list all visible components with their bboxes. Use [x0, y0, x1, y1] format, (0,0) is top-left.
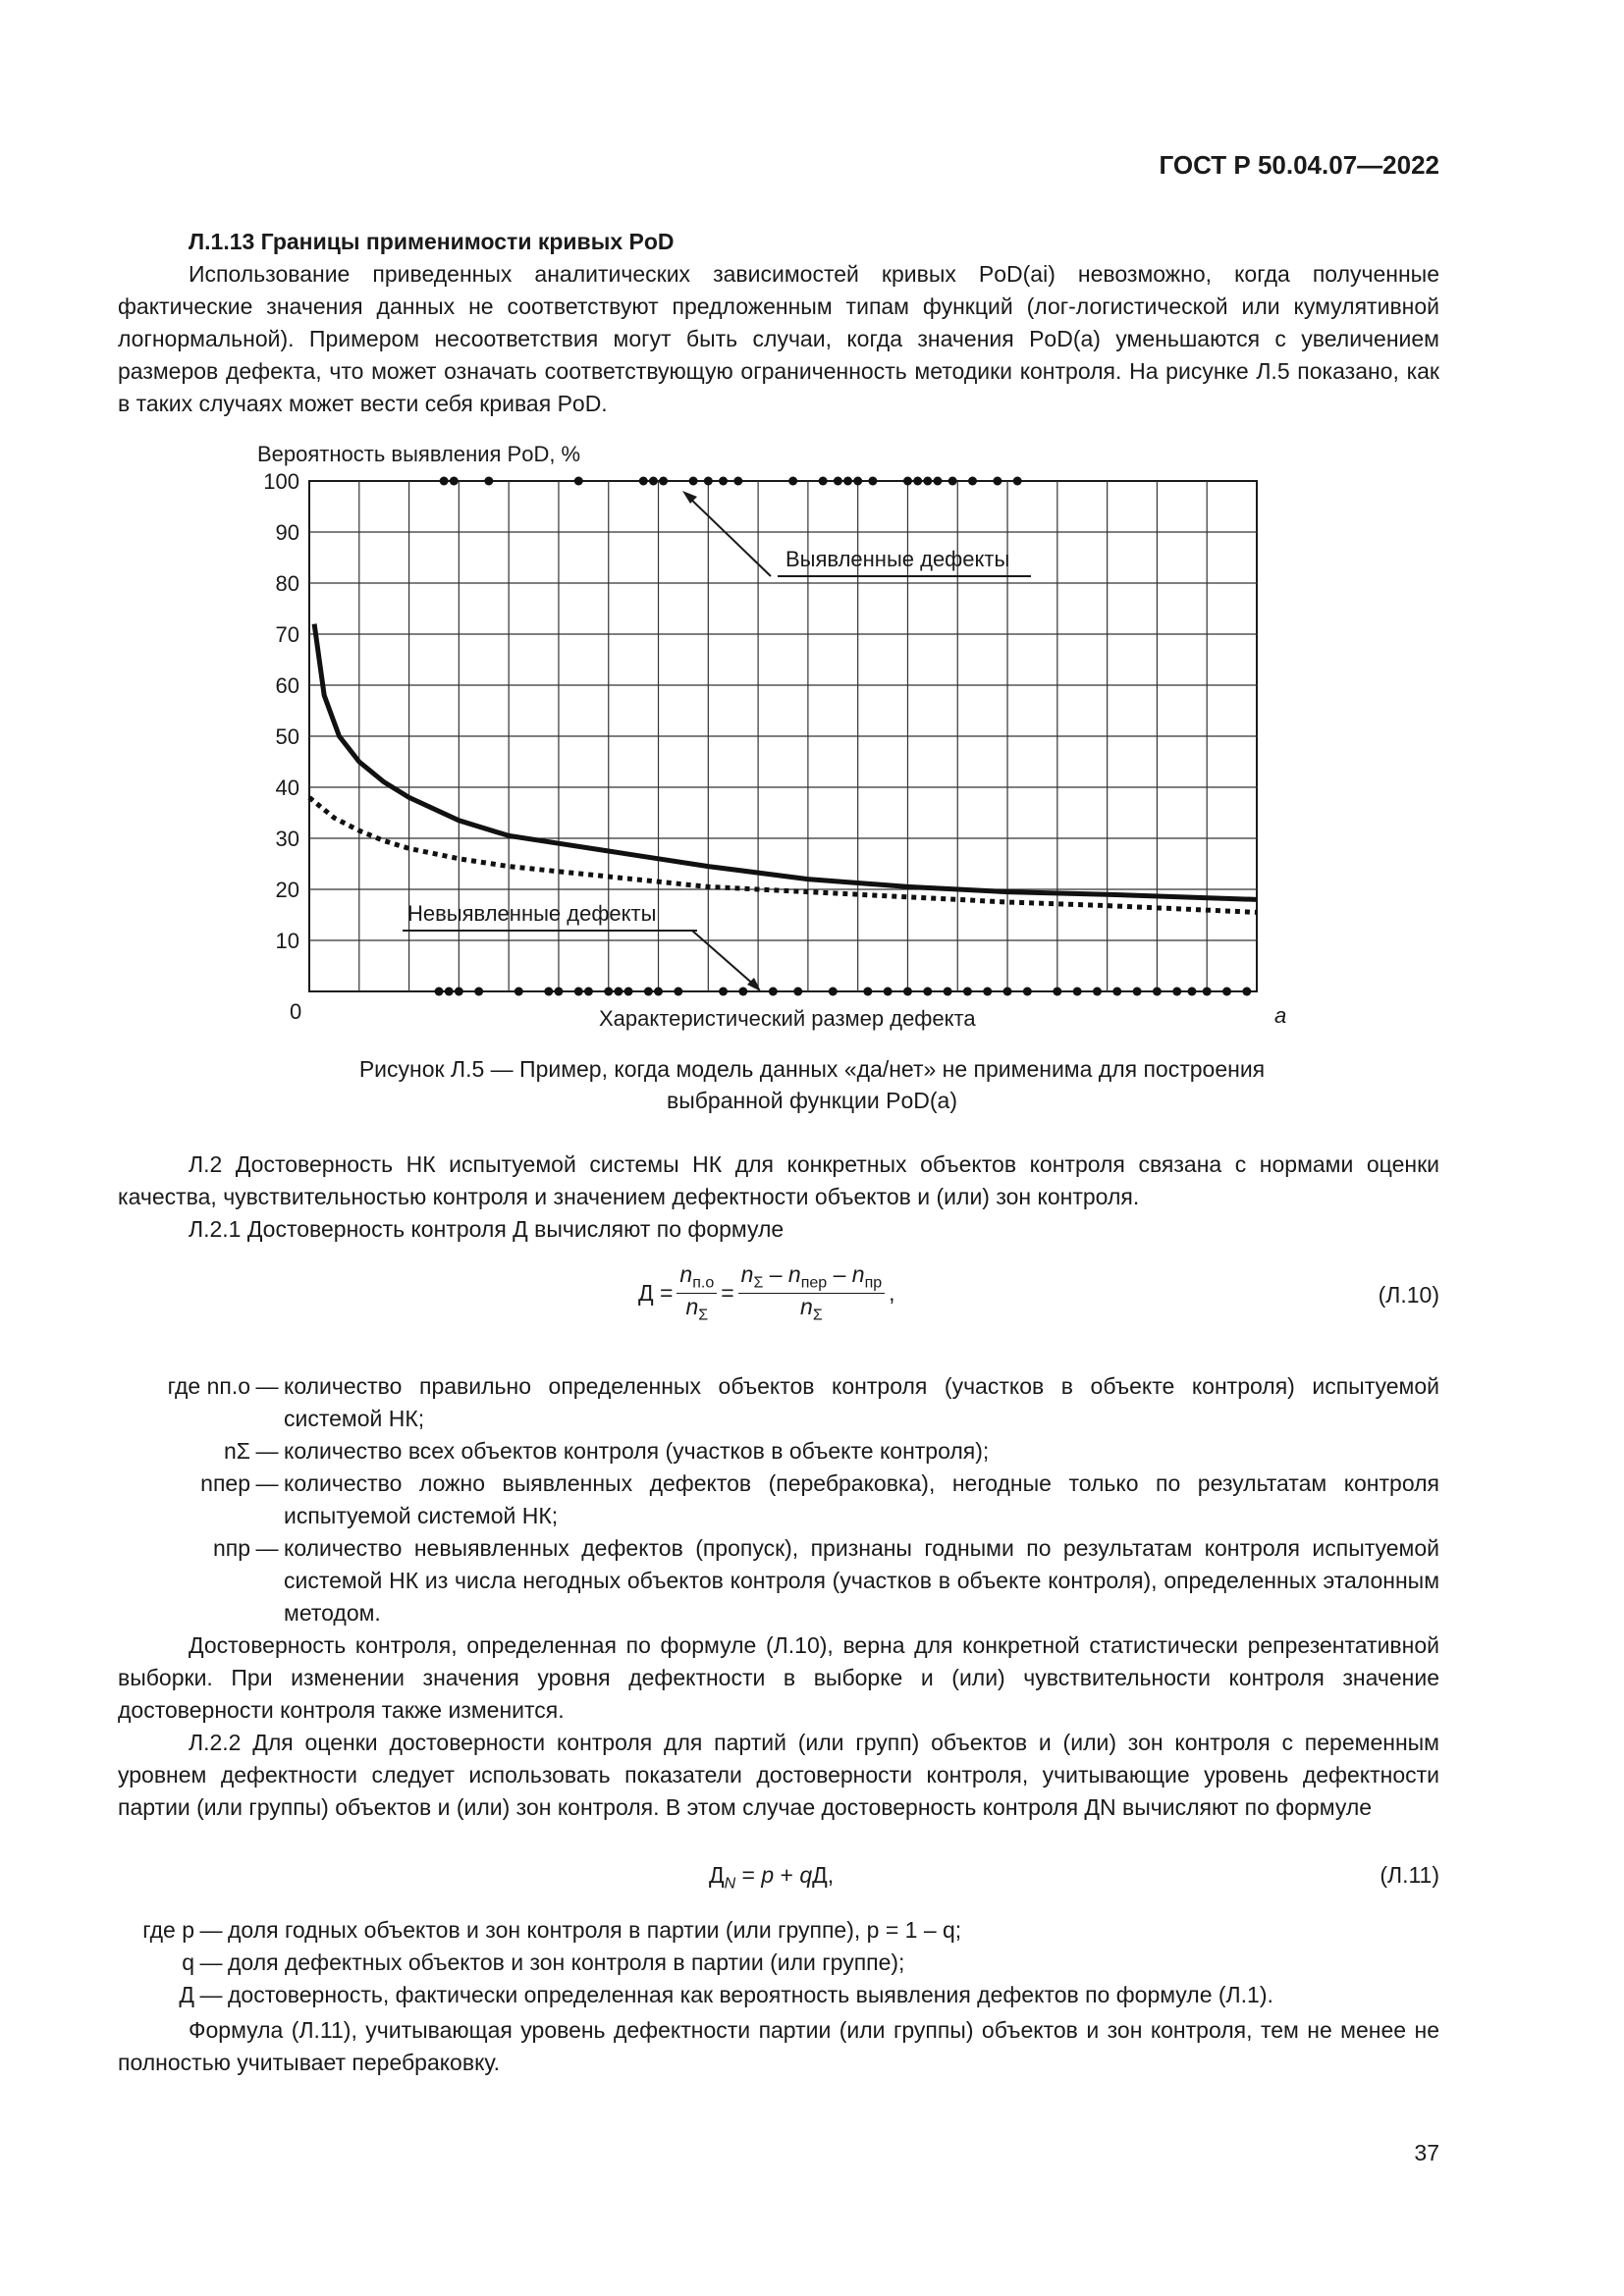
- detected-point: [639, 477, 648, 486]
- where-list-1: [118, 1370, 1439, 1629]
- detected-point: [903, 477, 912, 486]
- pod-chart: [236, 432, 1345, 1050]
- section-heading: Л.1.13 Границы применимости кривых PoD: [189, 229, 675, 254]
- where-list-2: [118, 1914, 1439, 2011]
- accuracy-paragraph: Достоверность контроля, определенная по формуле (Л.10), верна для конкретной статистически репрезентативной выборки. При изменении значения уровня дефектности в выборке и (или) чувствительности контроля значение достоверности контроля также изменится.: [118, 1632, 1439, 1723]
- section-paragraph: Использование приведенных аналитических зависимостей кривых PoD(ai) невозможно, когда полученные фактические значения данных не соответствуют предложенным типам функций (лог-логистической или кумулятивной логнормальной). Примером несоответствия могут быть случаи, когда значения PoD(a) уменьшаются с увеличением размеров дефекта, что может означать соответствующую ограниченность методики контроля. На рисунке Л.5 показано, как в таких случаях может вести себя кривая PoD.: [118, 261, 1439, 416]
- chart-x-end-label: a: [1274, 1003, 1287, 1028]
- undetected-point: [544, 988, 553, 996]
- detected-point: [868, 477, 877, 486]
- undetected-point: [554, 988, 563, 996]
- undetected-point: [455, 988, 463, 996]
- detected-point: [719, 477, 728, 486]
- detected-point: [834, 477, 842, 486]
- undetected-label: Невыявленные дефекты: [407, 901, 657, 926]
- detected-point: [788, 477, 797, 486]
- undetected-arrow: [692, 931, 756, 987]
- undetected-point: [1003, 988, 1012, 996]
- y-tick-label: 20: [275, 878, 299, 902]
- undetected-point: [769, 988, 778, 996]
- standard-header: ГОСТ Р 50.04.07—2022: [1159, 150, 1439, 180]
- undetected-point: [574, 988, 583, 996]
- where-text: доля годных объектов и зон контроля в партии (или группе), p = 1 – q;: [228, 1917, 962, 1943]
- section-accuracy: [118, 1629, 1439, 1824]
- undetected-point: [1133, 988, 1142, 996]
- y-tick-label: 40: [275, 775, 299, 800]
- caption-line-1: Рисунок Л.5 — Пример, когда модель данных «да/нет» не применима для построения: [358, 1056, 1266, 1082]
- where-label: nпр: [212, 1535, 250, 1561]
- undetected-point: [1093, 988, 1102, 996]
- formula-l11: $Д_N = p$ + qД,: [709, 1862, 835, 1893]
- l22-paragraph: Л.2.2 Для оценки достоверности контроля для партий (или групп) объектов и (или) зон контроля с переменным уровнем дефектности следует использовать показатели достоверности контроля, учитывающие уровень дефектности партии (или группы) объектов и (или) зон контроля. В этом случае достоверность контроля ДN вычисляют по формуле: [118, 1730, 1439, 1820]
- where-text: доля дефектных объектов и зон контроля в партии (или группе);: [228, 1949, 905, 1975]
- undetected-point: [829, 988, 838, 996]
- detected-point: [450, 477, 459, 486]
- undetected-point: [963, 988, 972, 996]
- undetected-point: [1172, 988, 1181, 996]
- where-row: где p — доля годных объектов и зон контроля в партии (или группе), p = 1 – q;: [118, 1914, 1439, 1947]
- caption-line-2: выбранной функции PoD(a): [667, 1088, 957, 1113]
- where-label: nпер: [200, 1470, 250, 1496]
- undetected-point: [614, 988, 623, 996]
- chart-ylabel: Вероятность выявления PoD, %: [257, 442, 581, 466]
- detected-arrowhead: [682, 491, 697, 504]
- where-label: q: [182, 1949, 194, 1975]
- detected-point: [1013, 477, 1022, 486]
- detected-point: [659, 477, 668, 486]
- y-tick-label: 100: [263, 469, 299, 494]
- final-paragraph: Формула (Л.11), учитывающая уровень дефектности партии (или группы) объектов и зон контроля, тем не менее не полностью учитывает перебраковку.: [118, 2017, 1439, 2075]
- undetected-point: [983, 988, 992, 996]
- undetected-point: [1112, 988, 1121, 996]
- undetected-point: [738, 988, 747, 996]
- undetected-point: [944, 988, 952, 996]
- l21-paragraph: Л.2.1 Достоверность контроля Д вычисляют по формуле: [189, 1216, 785, 1242]
- chart-y-ticks: [263, 469, 299, 953]
- y-tick-label: 80: [275, 571, 299, 596]
- section-l2: [118, 1148, 1439, 1246]
- undetected-point: [654, 988, 663, 996]
- where-row: nпер — количество ложно выявленных дефектов (перебраковка), негодные только по результатам контроля испытуемой системой НК;: [118, 1468, 1439, 1532]
- where-row: q — доля дефектных объектов и зон контроля в партии (или группе);: [118, 1947, 1439, 1979]
- where-label: где p: [142, 1917, 194, 1943]
- y-tick-label: 90: [275, 520, 299, 545]
- undetected-point: [1187, 988, 1196, 996]
- where-text: количество ложно выявленных дефектов (перебраковка), негодные только по результатам контроля испытуемой системой НК;: [284, 1470, 1439, 1528]
- y-tick-label: 50: [275, 724, 299, 749]
- y-tick-label: 60: [275, 673, 299, 698]
- section-l113: [118, 226, 1439, 420]
- where-label: nΣ: [223, 1438, 250, 1464]
- undetected-point: [1023, 988, 1032, 996]
- where-row: где nп.о — количество правильно определенных объектов контроля (участков в объекте контроля) испытуемой системой НК;: [118, 1370, 1439, 1435]
- undetected-point: [793, 988, 802, 996]
- detected-point: [689, 477, 698, 486]
- undetected-point: [863, 988, 872, 996]
- detected-point: [843, 477, 852, 486]
- undetected-point: [884, 988, 893, 996]
- where-text: количество правильно определенных объектов контроля (участков в объекте контроля) испытуемой системой НК;: [284, 1373, 1439, 1431]
- undetected-point: [474, 988, 483, 996]
- detected-point: [649, 477, 658, 486]
- undetected-point: [719, 988, 728, 996]
- section-final: [118, 2014, 1439, 2079]
- undetected-point: [1153, 988, 1162, 996]
- undetected-point: [1222, 988, 1231, 996]
- where-text: количество невыявленных дефектов (пропуск), признаны годными по результатам контроля испытуемой системой НК из числа негодных объектов контроля (участков в объекте контроля), определенных эталонным методом.: [284, 1535, 1439, 1626]
- where-row: nΣ — количество всех объектов контроля (участков в объекте контроля);: [118, 1435, 1439, 1468]
- detected-point: [993, 477, 1001, 486]
- formula-l10: Д = $\frac{n_{п.о}}{n_\Sigma}$ = $\frac{n_\Sigma - n_{пер} - n_{пр}}{n_\Sigma}$ ,: [638, 1261, 895, 1324]
- y-tick-label: 10: [275, 929, 299, 953]
- detected-point: [913, 477, 922, 486]
- undetected-point: [514, 988, 523, 996]
- formula-l11-number: (Л.11): [1380, 1862, 1439, 1888]
- detected-point: [484, 477, 493, 486]
- where-row: Д — достоверность, фактически определенная как вероятность выявления дефектов по формуле (Л.1).: [118, 1979, 1439, 2011]
- undetected-point: [1242, 988, 1251, 996]
- undetected-point: [1073, 988, 1082, 996]
- where-row: nпр — количество невыявленных дефектов (пропуск), признаны годными по результатам контроля испытуемой системой НК из числа негодных объектов контроля (участков в объекте контроля), определенных эталонным методом.: [118, 1532, 1439, 1629]
- figure-caption: [196, 1053, 1428, 1116]
- y-tick-label: 70: [275, 622, 299, 647]
- chart-annotations: [403, 491, 1031, 991]
- undetected-point: [1053, 988, 1061, 996]
- undetected-point: [584, 988, 593, 996]
- formula-l10-number: (Л.10): [1378, 1282, 1439, 1308]
- undetected-point: [674, 988, 682, 996]
- y-tick-label: 30: [275, 827, 299, 851]
- detected-label: Выявленные дефекты: [785, 547, 1010, 571]
- detected-point: [948, 477, 957, 486]
- undetected-point: [604, 988, 613, 996]
- detected-point: [923, 477, 932, 486]
- detected-point: [968, 477, 977, 486]
- detected-point: [704, 477, 713, 486]
- page-number: 37: [1414, 2140, 1439, 2165]
- detected-point: [440, 477, 449, 486]
- chart-xlabel: Характеристический размер дефекта: [599, 1006, 976, 1031]
- detected-point: [819, 477, 828, 486]
- detected-point: [574, 477, 583, 486]
- undetected-point: [445, 988, 454, 996]
- l2-paragraph: Л.2 Достоверность НК испытуемой системы НК для конкретных объектов контроля связана с нормами оценки качества, чувствительностью контроля и значением дефектности объектов и (или) зон контроля.: [118, 1151, 1439, 1209]
- where-text: достоверность, фактически определенная как вероятность выявления дефектов по формуле (Л.1).: [228, 1982, 1273, 2007]
- chart-series: [309, 624, 1257, 913]
- undetected-point: [624, 988, 633, 996]
- undetected-point: [903, 988, 912, 996]
- detected-point: [733, 477, 742, 486]
- detected-point: [933, 477, 942, 486]
- undetected-point: [644, 988, 653, 996]
- undetected-point: [1203, 988, 1212, 996]
- where-label: где nп.о: [167, 1373, 250, 1399]
- undetected-point: [435, 988, 444, 996]
- where-label: Д: [179, 1982, 194, 2007]
- detected-point: [853, 477, 862, 486]
- undetected-point: [923, 988, 932, 996]
- chart-origin-label: 0: [290, 999, 302, 1024]
- where-text: количество всех объектов контроля (участков в объекте контроля);: [284, 1438, 990, 1464]
